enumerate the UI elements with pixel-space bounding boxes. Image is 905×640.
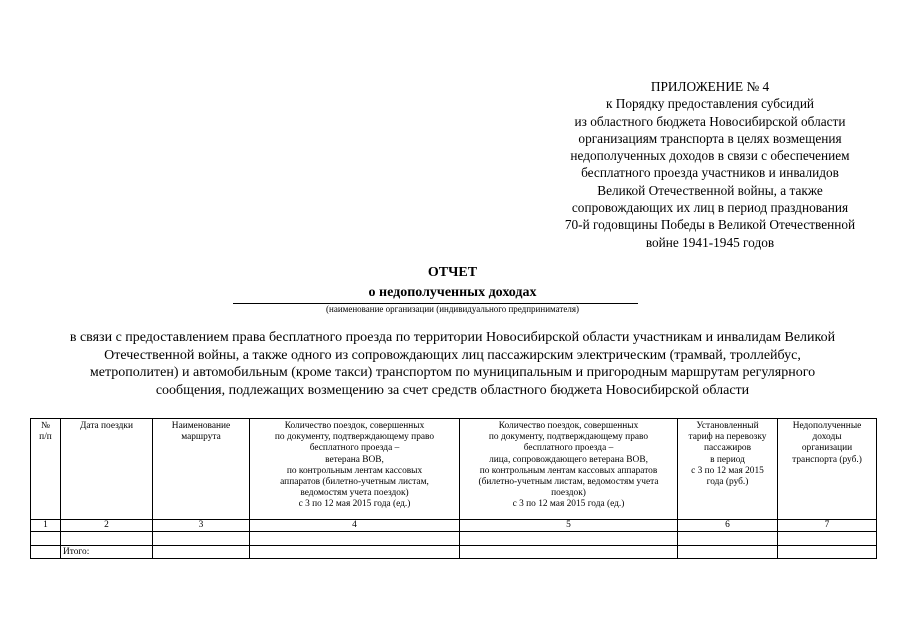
table-cell [31,546,61,559]
appendix-line: бесплатного проезда участников и инвалидов [581,165,839,181]
column-number: 1 [31,520,61,532]
table-cell [778,532,877,546]
table-cell [153,546,250,559]
column-number: 4 [250,520,460,532]
column-header-trip-date: Дата поездки [61,419,153,520]
description-line: сообщения, подлежащих возмещению за счет средств областного бюджета Новосибирской области [155,382,750,398]
column-header-tariff: Установленный тариф на перевозку пассажиров в период с 3 по 12 мая 2015 года (руб.) [678,419,778,520]
column-header-companion-trips: Количество поездок, совершенных по документу, подтверждающему право бесплатного проезда – лица, сопровождающего ветерана ВОВ, по контрольным лентам кассовых аппаратов (билетно-учетным листам, ведомостям учета поездок) с 3 по 12 мая 2015 года (ед.) [460,419,678,520]
column-number: 7 [778,520,877,532]
table-cell [153,532,250,546]
column-header-lost-income: Недополученные доходы организации транспорта (руб.) [778,419,877,520]
table-row [31,532,877,546]
table-cell [678,546,778,559]
column-number: 5 [460,520,678,532]
appendix-line: Великой Отечественной войны, а также [597,182,823,198]
table-cell [460,546,678,559]
column-header-number: № п/п [31,419,61,520]
description-line: метрополитен) и автомобильным (кроме такси) транспортом по муниципальным и пригородным маршрутам регулярного [89,365,816,380]
table-cell [460,532,678,546]
description-line: Отечественной войны, а также одного из сопровождающих лиц пассажирским электрическим (трамвай, троллейбус, [104,347,801,363]
organization-caption: (наименование организации (индивидуального предпринимателя) [326,304,579,314]
description-line: в связи с предоставлением права бесплатного проезда по территории Новосибирской области участникам и инвалидам Великой [69,330,836,345]
column-number: 2 [61,520,153,532]
appendix-line: ПРИЛОЖЕНИЕ № 4 [650,79,770,94]
column-number: 3 [153,520,250,532]
table-cell [61,532,153,546]
table-cell [250,532,460,546]
table-cell [31,532,61,546]
report-subtitle: о недополученных доходах [368,285,537,300]
total-row [31,546,877,559]
report-description [30,329,875,399]
column-number: 6 [678,520,778,532]
table-cell [678,532,778,546]
appendix-line: сопровождающих их лиц в период празднования [571,200,849,216]
column-header-veteran-trips: Количество поездок, совершенных по документу, подтверждающему право бесплатного проезда – ветерана ВОВ, по контрольным лентам кассовых аппаратов (билетно-учетным листам, ведомостям учета поездок) с 3 по 12 мая 2015 года (ед.) [250,419,460,520]
appendix-line: недополученных доходов в связи с обеспечением [570,148,850,164]
appendix-line: войне 1941-1945 годов [645,234,775,250]
appendix-line: к Порядку предоставления субсидий [605,96,815,112]
report-table [30,418,877,559]
report-title: ОТЧЕТ [427,265,478,280]
total-label: Итого: [61,546,153,559]
appendix-block [540,78,880,251]
column-header-route-name: Наименование маршрута [153,419,250,520]
table-cell [778,546,877,559]
appendix-line: из областного бюджета Новосибирской области [574,113,846,129]
appendix-line: 70-й годовщины Победы в Великой Отечественной [564,217,856,233]
table-cell [250,546,460,559]
appendix-line: организациям транспорта в целях возмещения [578,130,842,146]
column-numbers-row [31,520,877,532]
